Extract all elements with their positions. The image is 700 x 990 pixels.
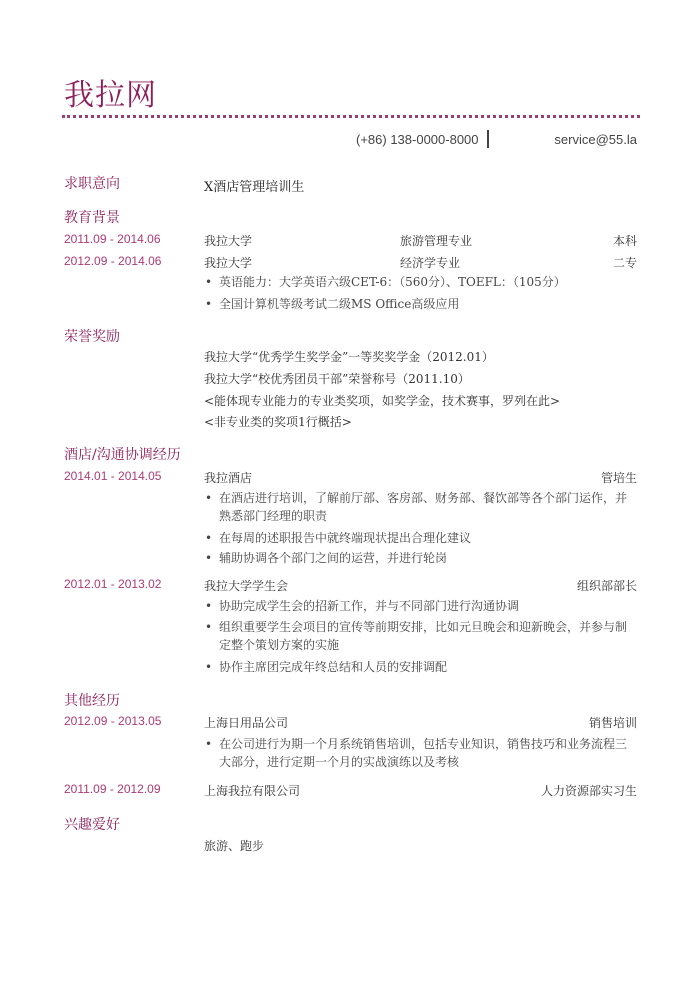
education-date: 2012.09 - 2014.06	[64, 254, 162, 268]
bullet-icon: •	[205, 297, 213, 311]
email-address: service@55.la	[554, 132, 637, 147]
job-organization: 上海日用品公司	[204, 716, 289, 730]
section-title-honors: 荣誉奖励	[64, 329, 120, 345]
education-school: 我拉大学	[204, 256, 253, 270]
job-role: 组织部部长	[576, 579, 637, 593]
job-role: 销售培训	[588, 716, 637, 730]
honor-item: <能体现专业能力的专业类奖项，如奖学金，技术赛事，罗列在此>	[204, 394, 561, 408]
list-item	[205, 658, 635, 676]
resume-name: 我拉网	[64, 78, 157, 113]
header-divider	[62, 115, 640, 118]
list-item	[205, 597, 635, 615]
bullet-icon: •	[205, 620, 213, 634]
section-title-education: 教育背景	[64, 210, 120, 226]
list-item	[205, 735, 635, 771]
section-title-hobbies: 兴趣爱好	[64, 817, 120, 833]
education-major: 旅游管理专业	[400, 234, 473, 248]
list-item-text: 在酒店进行培训，了解前厅部、客房部、财务部、餐饮部等各个部门运作，并熟悉部门经理的职责	[219, 491, 628, 523]
bullet-icon: •	[205, 275, 213, 289]
section-title-hotel-experience: 酒店/沟通协调经历	[64, 447, 181, 463]
list-item-text: 协助完成学生会的招新工作，并与不同部门进行沟通协调	[219, 599, 520, 613]
bullet-icon: •	[205, 599, 213, 613]
job-date: 2011.09 - 2012.09	[64, 782, 161, 796]
education-degree: 本科	[612, 234, 637, 248]
bullet-icon: •	[205, 531, 213, 545]
job-organization: 我拉大学学生会	[204, 579, 289, 593]
list-item-text: 在每周的述职报告中就终端现状提出合理化建议	[219, 531, 472, 545]
objective-value: X酒店管理培训生	[204, 180, 305, 195]
contact-separator	[487, 130, 489, 148]
section-title-objective: 求职意向	[64, 176, 120, 192]
education-date: 2011.09 - 2014.06	[64, 232, 161, 246]
honor-item: <非专业类的奖项1行概括>	[204, 415, 352, 429]
list-item	[205, 273, 635, 291]
list-item-text: 全国计算机等级考试二级MS Office高级应用	[219, 297, 460, 311]
job-date: 2014.01 - 2014.05	[64, 469, 162, 483]
honor-item: 我拉大学“优秀学生奖学金”一等奖奖学金（2012.01）	[204, 350, 494, 364]
hobbies-value: 旅游、跑步	[204, 839, 265, 853]
job-date: 2012.01 - 2013.02	[64, 577, 162, 591]
bullet-icon: •	[205, 551, 213, 565]
list-item	[205, 549, 635, 567]
job-organization: 我拉酒店	[204, 471, 253, 485]
list-item-text: 英语能力：大学英语六级CET-6：（560分）、TOEFL：（105分）	[219, 275, 566, 289]
phone-number: (+86) 138-0000-8000	[356, 132, 479, 147]
bullet-icon: •	[205, 737, 213, 751]
education-major: 经济学专业	[400, 256, 461, 270]
section-title-other-experience: 其他经历	[64, 693, 120, 709]
list-item-text: 协作主席团完成年终总结和人员的安排调配	[219, 660, 448, 674]
job-role: 管培生	[600, 471, 637, 485]
job-role: 人力资源部实习生	[540, 784, 637, 798]
list-item-text: 在公司进行为期一个月系统销售培训，包括专业知识，销售技巧和业务流程三大部分，进行定期一个月的实战演练以及考核	[219, 737, 628, 769]
list-item	[205, 295, 635, 313]
job-date: 2012.09 - 2013.05	[64, 714, 162, 728]
list-item	[205, 489, 635, 525]
education-degree: 二专	[612, 256, 637, 270]
honor-item: 我拉大学“校优秀团员干部”荣誉称号（2011.10）	[204, 372, 470, 386]
bullet-icon: •	[205, 491, 213, 505]
list-item	[205, 618, 635, 654]
education-school: 我拉大学	[204, 234, 253, 248]
list-item	[205, 529, 635, 547]
list-item-text: 辅助协调各个部门之间的运营，并进行轮岗	[219, 551, 448, 565]
list-item-text: 组织重要学生会项目的宣传等前期安排，比如元旦晚会和迎新晚会，并参与制定整个策划方案的实施	[219, 620, 628, 652]
bullet-icon: •	[205, 660, 213, 674]
job-organization: 上海我拉有限公司	[204, 784, 301, 798]
